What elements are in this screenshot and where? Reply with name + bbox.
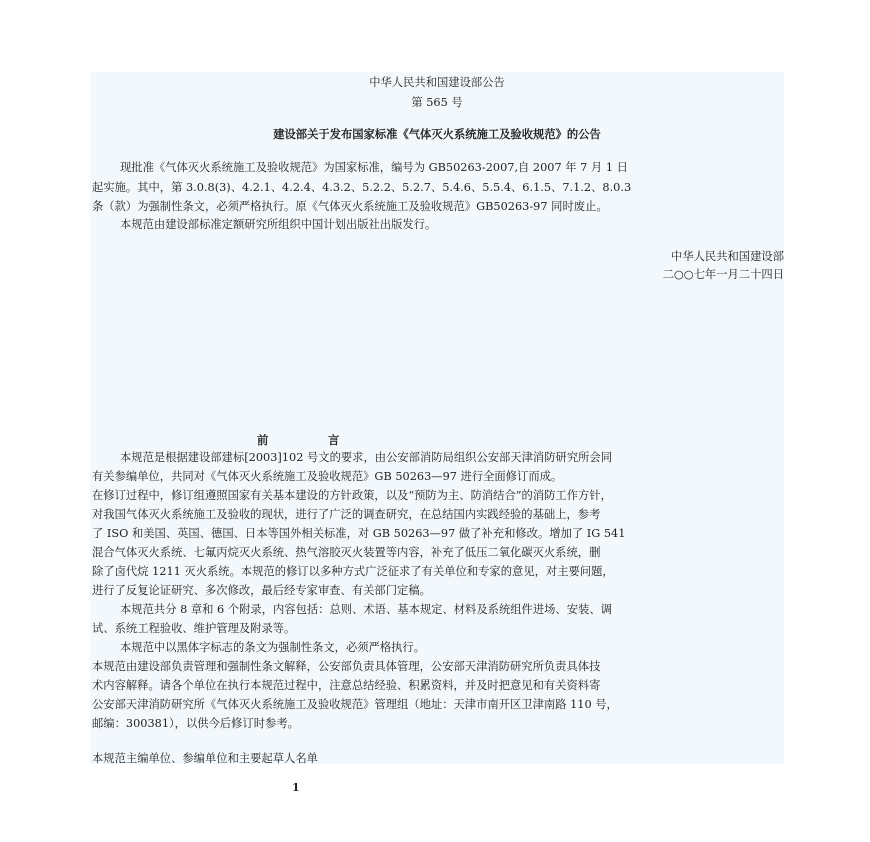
- announcement-body-line: 现批准《气体灭火系统施工及验收规范》为国家标准，编号为 GB50263-2007,自 2007 年 7 月 1 日: [120, 161, 628, 174]
- announcement-number: 第 565 号: [411, 96, 463, 109]
- announcement-issuer: 中华人民共和国建设部公告: [369, 76, 505, 89]
- announcement-title: 建设部关于发布国家标准《气体灭火系统施工及验收规范》的公告: [273, 127, 601, 141]
- preface-line: 在修订过程中，修订组遵照国家有关基本建设的方针政策，以及“预防为主、防消结合”的消防工作方针，: [92, 489, 612, 502]
- preface-line: 本规范由建设部负责管理和强制性条文解释，公安部负责具体管理，公安部天津消防研究所负责具体技: [92, 660, 601, 673]
- announcement-body-line: 起实施。其中，第 3.0.8(3)、4.2.1、4.2.4、4.3.2、5.2.2、5.2.7、5.4.6、5.5.4、6.1.5、7.1.2、8.0.3: [92, 181, 632, 194]
- preface-line: 混合气体灭火系统、七氟丙烷灭火系统、热气溶胶灭火装置等内容，补充了低压二氧化碳灭火系统，删: [92, 546, 601, 559]
- signature-date: 二○○七年一月二十四日: [662, 268, 784, 281]
- preface-line: 本规范主编单位、参编单位和主要起草人名单: [92, 752, 318, 765]
- page-number: 1: [292, 781, 300, 794]
- announcement-body-line: 本规范由建设部标准定额研究所组织中国计划出版社出版发行。: [120, 218, 437, 231]
- preface-line: 试、系统工程验收、维护管理及附录等。: [92, 622, 296, 635]
- announcement-body-line: 条（款）为强制性条文，必须严格执行。原《气体灭火系统施工及验收规范》GB50263-97 同时废止。: [92, 200, 608, 213]
- preface-line: 有关参编单位，共同对《气体灭火系统施工及验收规范》GB 50263—97 进行全面修订而成。: [92, 470, 563, 483]
- preface-line: 本规范共分 8 章和 6 个附录，内容包括：总则、术语、基本规定、材料及系统组件进场、安装、调: [120, 603, 612, 616]
- preface-heading-left: 前: [257, 433, 269, 447]
- preface-line: 了 ISO 和美国、英国、德国、日本等国外相关标准，对 GB 50263—97 做了补充和修改。增加了 IG 541: [92, 527, 626, 540]
- preface-line: 除了卤代烷 1211 灭火系统。本规范的修订以多种方式广泛征求了有关单位和专家的意见，对主要问题，: [92, 565, 614, 578]
- preface-line: 公安部天津消防研究所《气体灭火系统施工及验收规范》管理组（地址：天津市南开区卫津南路 110 号，: [92, 698, 618, 711]
- signature-org: 中华人民共和国建设部: [671, 250, 784, 263]
- preface-line: 邮编：300381），以供今后修订时参考。: [92, 717, 299, 730]
- preface-line: 本规范是根据建设部建标[2003]102 号文的要求，由公安部消防局组织公安部天津消防研究所会同: [120, 451, 613, 464]
- preface-line: 对我国气体灭火系统施工及验收的现状，进行了广泛的调查研究，在总结国内实践经验的基础上，参考: [92, 508, 601, 521]
- preface-line: 本规范中以黑体字标志的条文为强制性条文，必须严格执行。: [120, 641, 426, 654]
- preface-line: 进行了反复论证研究、多次修改，最后经专家审查、有关部门定稿。: [92, 584, 431, 597]
- preface-heading-right: 言: [328, 433, 340, 447]
- preface-line: 术内容解释。请各个单位在执行本规范过程中，注意总结经验、积累资料，并及时把意见和有关资料寄: [92, 679, 601, 692]
